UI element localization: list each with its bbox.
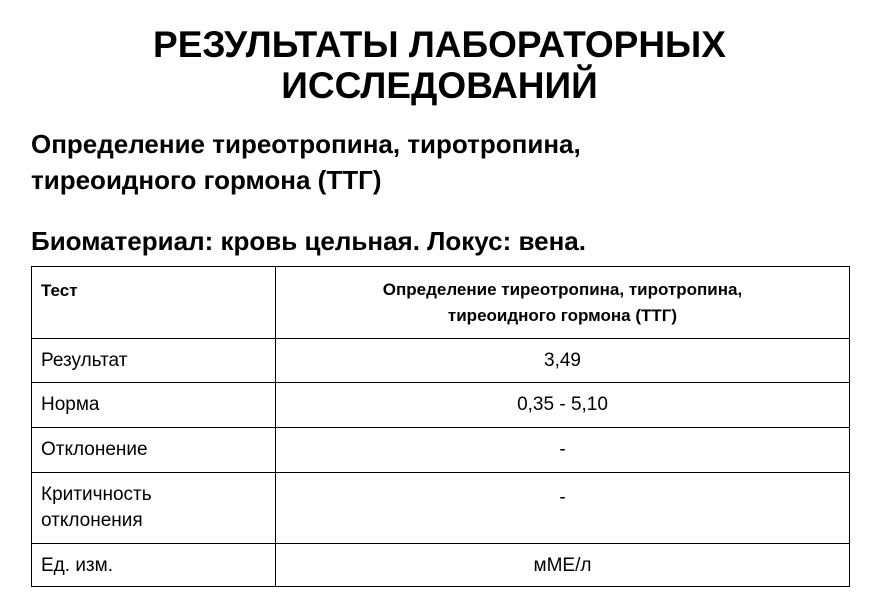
row-value-cell [276, 428, 850, 473]
test-name-heading [31, 126, 831, 198]
row-value-deviation: - [559, 439, 566, 460]
table-header-row [32, 267, 850, 339]
table-row-result [32, 339, 850, 383]
row-value-cell [276, 544, 850, 587]
page-title-line-2: ИССЛЕДОВАНИЙ [281, 65, 598, 106]
row-label-result: Результат [41, 350, 128, 371]
row-value-cell [276, 473, 850, 544]
page-title [0, 24, 879, 106]
row-label-cell [32, 473, 276, 544]
header-value [276, 267, 849, 329]
table-row-deviation [32, 428, 850, 473]
row-value-cell [276, 383, 850, 428]
row-label-cell [32, 428, 276, 473]
row-value-norm: 0,35 - 5,10 [517, 394, 608, 415]
row-value-unit: мМЕ/л [533, 555, 592, 576]
row-value-cell [276, 339, 850, 383]
row-label-criticality-line-2: отклонения [41, 510, 143, 531]
results-table [31, 266, 850, 587]
row-value-criticality: - [559, 487, 566, 508]
table-row-criticality [32, 473, 850, 544]
table-row-norm [32, 383, 850, 428]
row-label-cell [32, 383, 276, 428]
page-title-line-1: РЕЗУЛЬТАТЫ ЛАБОРАТОРНЫХ [153, 24, 726, 65]
header-value-line-2: тиреоидного гормона (ТТГ) [447, 306, 678, 325]
row-value-result: 3,49 [544, 350, 581, 371]
test-name-line-1: Определение тиреотропина, тиротропина, [31, 129, 581, 159]
table-row-unit [32, 544, 850, 587]
header-label: Тест [41, 281, 78, 300]
row-label-cell [32, 339, 276, 383]
header-value-line-1: Определение тиреотропина, тиротропина, [382, 280, 743, 299]
biomaterial-line: Биоматериал: кровь цельная. Локус: вена. [31, 226, 586, 256]
test-name-line-2: тиреоидного гормона (ТТГ) [31, 165, 382, 195]
row-label-cell [32, 544, 276, 587]
row-label-criticality-line-1: Критичность [41, 484, 152, 505]
row-label-unit: Ед. изм. [41, 555, 113, 576]
row-label-deviation: Отклонение [41, 439, 148, 460]
row-label-norm: Норма [41, 394, 100, 415]
header-value-cell [276, 267, 850, 339]
header-label-cell [32, 267, 276, 339]
row-label-criticality [32, 473, 275, 534]
